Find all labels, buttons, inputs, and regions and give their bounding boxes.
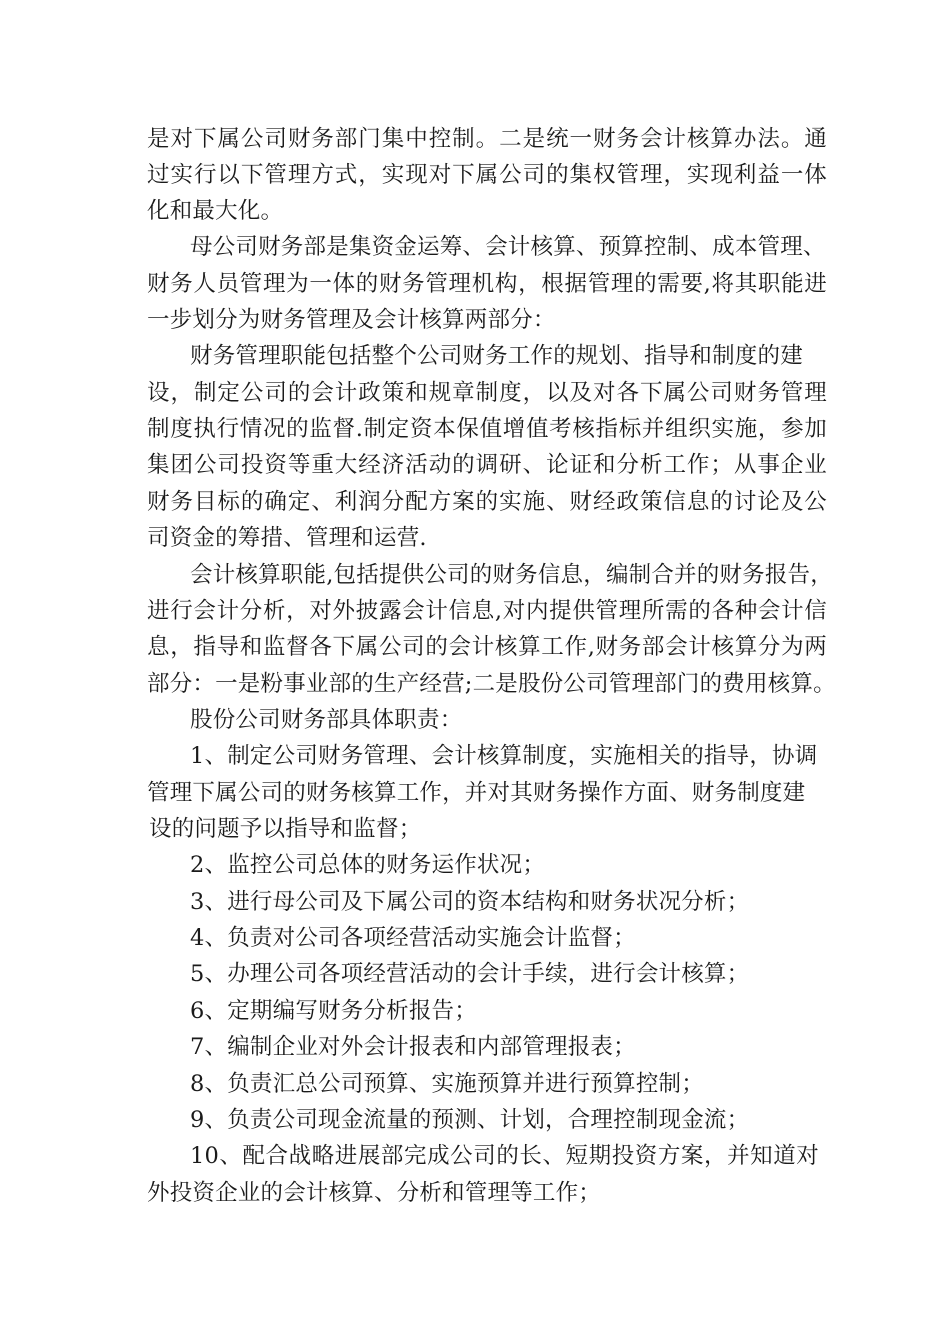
- text-line: 进行会计分析，对外披露会计信息,对内提供管理所需的各种会计信: [147, 598, 827, 624]
- list-item: 6、定期编写财务分析报告；: [190, 998, 477, 1024]
- list-item-continuation: 管理下属公司的财务核算工作，并对其财务操作方面、财务制度建: [147, 780, 806, 806]
- text-line: 息，指导和监督各下属公司的会计核算工作,财务部会计核算分为两: [147, 634, 827, 660]
- paragraph-first-line: 母公司财务部是集资金运筹、会计核算、预算控制、成本管理、: [190, 234, 826, 260]
- paragraph-first-line: 会计核算职能,包括提供公司的财务信息，编制合并的财务报告，: [190, 562, 833, 588]
- list-item: 3、进行母公司及下属公司的资本结构和财务状况分析；: [190, 889, 750, 915]
- list-item: 2、监控公司总体的财务运作状况；: [190, 852, 546, 878]
- text-line: 化和最大化。: [147, 198, 284, 224]
- text-line: 集团公司投资等重大经济活动的调研、论证和分析工作；从事企业: [147, 452, 827, 478]
- text-line: 是对下属公司财务部门集中控制。二是统一财务会计核算办法。通: [147, 126, 827, 152]
- text-line: 一步划分为财务管理及会计核算两部分：: [147, 307, 556, 333]
- list-item-continuation: 外投资企业的会计核算、分析和管理等工作；: [147, 1180, 602, 1206]
- text-line: 设，制定公司的会计政策和规章制度，以及对各下属公司财务管理: [147, 380, 827, 406]
- list-item: 9、负责公司现金流量的预测、计划，合理控制现金流；: [190, 1107, 750, 1133]
- text-line: 部分：一是粉事业部的生产经营;二是股份公司管理部门的费用核算。: [147, 671, 836, 697]
- section-heading: 股份公司财务部具体职责：: [190, 707, 463, 733]
- list-item: 5、办理公司各项经营活动的会计手续，进行会计核算；: [190, 961, 750, 987]
- text-line: 司资金的筹措、管理和运营.: [147, 525, 427, 551]
- text-line: 制度执行情况的监督.制定资本保值增值考核指标并组织实施，参加: [147, 416, 827, 442]
- text-line: 财务人员管理为一体的财务管理机构，根据管理的需要,将其职能进: [147, 271, 827, 297]
- paragraph-first-line: 财务管理职能包括整个公司财务工作的规划、指导和制度的建: [190, 343, 803, 369]
- list-item: 1、制定公司财务管理、会计核算制度，实施相关的指导，协调: [190, 743, 818, 769]
- text-line: 过实行以下管理方式，实现对下属公司的集权管理，实现利益一体: [147, 162, 827, 188]
- list-item: 4、负责对公司各项经营活动实施会计监督；: [190, 925, 636, 951]
- list-item-continuation: 设的问题予以指导和监督；: [149, 816, 422, 842]
- list-item: 10、配合战略进展部完成公司的长、短期投资方案，并知道对: [190, 1143, 819, 1169]
- list-item: 7、编制企业对外会计报表和内部管理报表；: [190, 1034, 636, 1060]
- text-line: 财务目标的确定、利润分配方案的实施、财经政策信息的讨论及公: [147, 489, 827, 515]
- list-item: 8、负责汇总公司预算、实施预算并进行预算控制；: [190, 1071, 704, 1097]
